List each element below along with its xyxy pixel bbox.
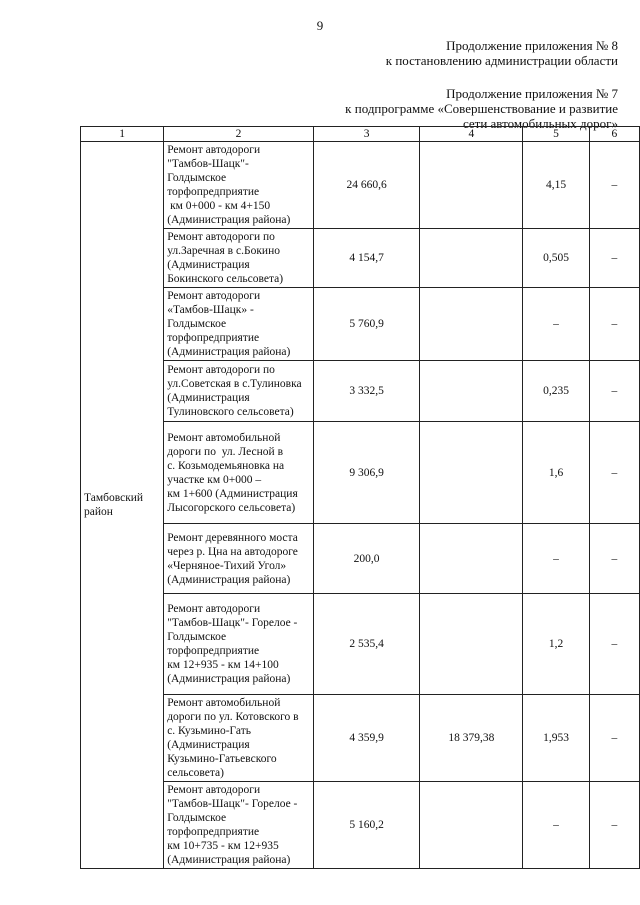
table-row bbox=[81, 782, 640, 869]
appendix-7-header bbox=[345, 86, 618, 131]
description-line: Ремонт автомобильной bbox=[167, 697, 281, 709]
table-row bbox=[81, 524, 640, 594]
value-cell-c6: – bbox=[589, 524, 639, 594]
value-cell-c6: – bbox=[589, 782, 639, 869]
description-line: ул.Заречная в с.Бокино bbox=[167, 245, 280, 257]
value-cell-c4 bbox=[420, 782, 523, 869]
description-line: с. Козьмодемьяновка на bbox=[167, 459, 285, 472]
table-header-row bbox=[81, 127, 640, 142]
value-cell-c6: – bbox=[589, 695, 639, 782]
page-number: 9 bbox=[316, 18, 324, 33]
description-line: дороги по ул. Лесной в bbox=[167, 445, 284, 458]
roads-repair-table bbox=[80, 126, 640, 869]
table-row bbox=[81, 288, 640, 361]
description-line: "Тамбов-Шацк"- Горелое - bbox=[167, 617, 298, 629]
value-cell-c5: 0,505 bbox=[523, 229, 589, 288]
description-line: (Администрация района) bbox=[167, 854, 291, 866]
description-line: (Администрация bbox=[167, 392, 250, 404]
description-line: через р. Цна на автодороге bbox=[167, 545, 298, 558]
appendix-7-subtitle-line1: к подпрограмме «Совершенствование и развитие bbox=[345, 101, 618, 116]
description-line: Голдымское bbox=[167, 631, 227, 643]
description-line: Ремонт автодороги по bbox=[167, 364, 275, 376]
description-line: «Тамбов-Шацк» - bbox=[167, 304, 254, 316]
description-line: (Администрация bbox=[167, 739, 250, 751]
description-line: Бокинского сельсовета) bbox=[167, 273, 284, 285]
value-cell-c4 bbox=[420, 422, 523, 524]
value-cell-c6: – bbox=[589, 361, 639, 422]
value-cell-c3: 9 306,9 bbox=[313, 422, 420, 524]
description-line: торфопредприятие bbox=[167, 186, 260, 198]
value-cell-c5: – bbox=[523, 524, 589, 594]
table-row bbox=[81, 422, 640, 524]
description-line: дороги по ул. Котовского в bbox=[167, 711, 299, 723]
column-header: 1 bbox=[81, 127, 164, 142]
table-row bbox=[81, 594, 640, 695]
description-line: сельсовета) bbox=[167, 767, 224, 779]
value-cell-c4 bbox=[420, 142, 523, 229]
description-line: Ремонт автодороги bbox=[167, 290, 261, 302]
description-line: Лысогорского сельсовета) bbox=[167, 501, 296, 514]
value-cell-c6: – bbox=[589, 288, 639, 361]
description-line: торфопредприятие bbox=[167, 826, 260, 838]
district-cell: Тамбовский район bbox=[81, 142, 164, 869]
table-row bbox=[81, 695, 640, 782]
column-header: 4 bbox=[420, 127, 523, 142]
value-cell-c4 bbox=[420, 229, 523, 288]
value-cell-c3: 5 760,9 bbox=[313, 288, 420, 361]
description-line: (Администрация района) bbox=[167, 673, 291, 685]
value-cell-c4 bbox=[420, 524, 523, 594]
description-line: Ремонт автодороги bbox=[167, 603, 261, 615]
value-cell-c5: 1,2 bbox=[523, 594, 589, 695]
work-description-cell bbox=[164, 782, 314, 869]
value-cell-c3: 4 154,7 bbox=[313, 229, 420, 288]
column-header: 6 bbox=[589, 127, 639, 142]
appendix-8-subtitle: к постановлению администрации области bbox=[385, 53, 618, 68]
description-line: Голдымское bbox=[167, 812, 227, 824]
appendix-8-header bbox=[386, 38, 618, 68]
description-line: Тулиновского сельсовета) bbox=[167, 406, 294, 418]
description-line: (Администрация района) bbox=[167, 573, 291, 586]
description-line: Кузьмино-Гатьевского bbox=[167, 753, 277, 765]
description-line: Ремонт автодороги по bbox=[167, 231, 275, 243]
description-line: торфопредприятие bbox=[167, 332, 260, 344]
description-line: ул.Советская в с.Тулиновка bbox=[167, 378, 302, 390]
work-description-cell bbox=[164, 361, 314, 422]
value-cell-c4: 18 379,38 bbox=[420, 695, 523, 782]
appendix-7-subtitle-line2: сети автомобильных дорог» bbox=[462, 116, 618, 131]
value-cell-c5: 1,953 bbox=[523, 695, 589, 782]
work-description-cell bbox=[164, 524, 314, 594]
work-description-cell bbox=[164, 288, 314, 361]
value-cell-c3: 3 332,5 bbox=[313, 361, 420, 422]
value-cell-c3: 5 160,2 bbox=[313, 782, 420, 869]
work-description-cell bbox=[164, 594, 314, 695]
work-description-cell bbox=[164, 422, 314, 524]
value-cell-c5: 0,235 bbox=[523, 361, 589, 422]
column-header: 5 bbox=[523, 127, 589, 142]
value-cell-c4 bbox=[420, 288, 523, 361]
description-line: Голдымское bbox=[167, 318, 227, 330]
value-cell-c4 bbox=[420, 361, 523, 422]
appendix-7-title: Продолжение приложения № 7 bbox=[446, 86, 618, 101]
table-row bbox=[81, 229, 640, 288]
description-line: км 12+935 - км 14+100 bbox=[167, 659, 279, 671]
work-description-cell bbox=[164, 142, 314, 229]
value-cell-c6: – bbox=[589, 142, 639, 229]
value-cell-c5: – bbox=[523, 288, 589, 361]
value-cell-c3: 200,0 bbox=[313, 524, 420, 594]
table-row bbox=[81, 361, 640, 422]
description-line: Голдымское bbox=[167, 172, 227, 184]
value-cell-c6: – bbox=[589, 422, 639, 524]
description-line: "Тамбов-Шацк"- bbox=[167, 158, 249, 170]
description-line: с. Кузьмино-Гать bbox=[167, 725, 251, 737]
description-line: км 0+000 - км 4+150 bbox=[167, 200, 271, 212]
value-cell-c5: 4,15 bbox=[523, 142, 589, 229]
work-description-cell bbox=[164, 229, 314, 288]
description-line: Ремонт автодороги bbox=[167, 144, 261, 156]
value-cell-c3: 24 660,6 bbox=[313, 142, 420, 229]
column-header: 3 bbox=[313, 127, 420, 142]
value-cell-c5: – bbox=[523, 782, 589, 869]
column-header: 2 bbox=[164, 127, 314, 142]
value-cell-c3: 2 535,4 bbox=[313, 594, 420, 695]
table-row bbox=[81, 142, 640, 229]
description-line: (Администрация bbox=[167, 259, 250, 271]
value-cell-c5: 1,6 bbox=[523, 422, 589, 524]
description-line: "Тамбов-Шацк"- Горелое - bbox=[167, 798, 298, 810]
description-line: Ремонт деревянного моста bbox=[167, 531, 298, 544]
description-line: Ремонт автомобильной bbox=[167, 431, 281, 444]
appendix-8-title: Продолжение приложения № 8 bbox=[446, 38, 618, 53]
value-cell-c4 bbox=[420, 594, 523, 695]
description-line: км 1+600 (Администрация bbox=[167, 487, 298, 500]
description-line: (Администрация района) bbox=[167, 346, 291, 358]
value-cell-c6: – bbox=[589, 594, 639, 695]
description-line: Ремонт автодороги bbox=[167, 784, 261, 796]
work-description-cell bbox=[164, 695, 314, 782]
value-cell-c6: – bbox=[589, 229, 639, 288]
value-cell-c3: 4 359,9 bbox=[313, 695, 420, 782]
description-line: «Черняное-Тихий Угол» bbox=[167, 559, 287, 572]
description-line: км 10+735 - км 12+935 bbox=[167, 840, 279, 852]
description-line: (Администрация района) bbox=[167, 214, 291, 226]
description-line: участке км 0+000 – bbox=[167, 473, 262, 486]
description-line: торфопредприятие bbox=[167, 645, 260, 657]
